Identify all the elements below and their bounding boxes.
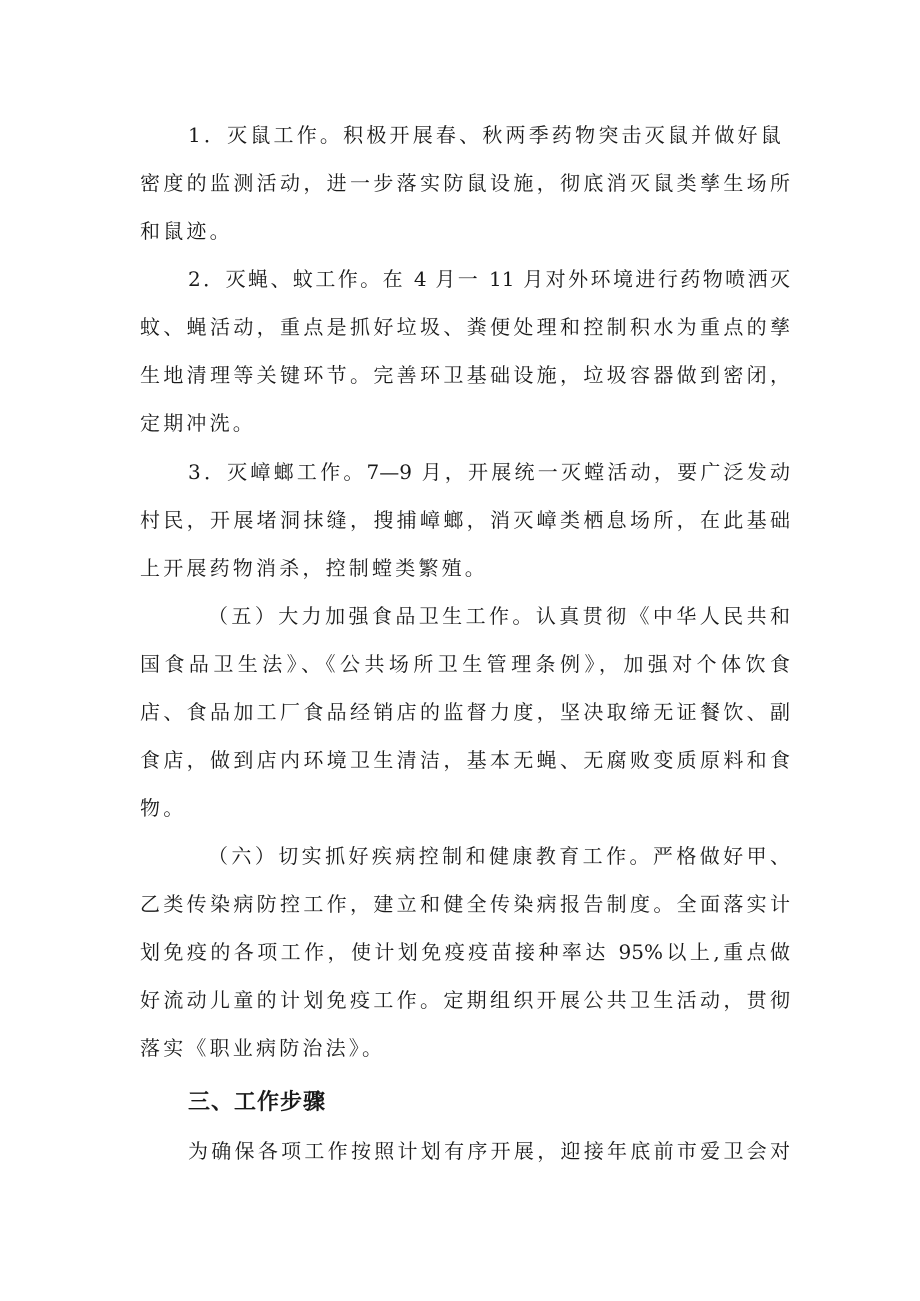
paragraph-4-line-4: 食店，做到店内环境卫生清洁，基本无蝇、无腐败变质原料和食 — [140, 748, 790, 772]
paragraph-2-line-4: 定期冲洗。 — [140, 411, 256, 435]
paragraph-5-line-3: 划免疫的各项工作，使计划免疫疫苗接种率达 95%以上,重点做 — [140, 940, 790, 964]
paragraph-3-line-2: 村民，开展堵洞抹缝，搜捕嶂螂，消灭嶂类栖息场所，在此基础 — [140, 508, 790, 532]
paragraph-1-line-1: 1．灭鼠工作。积极开展春、秋两季药物突击灭鼠并做好鼠 — [188, 123, 784, 147]
paragraph-4-line-5: 物。 — [140, 796, 187, 820]
paragraph-1-line-2: 密度的监测活动，进一步落实防鼠设施，彻底消灭鼠类孳生场所 — [140, 171, 790, 195]
paragraph-3-line-1: 3．灭嶂螂工作。7—9 月，开展统一灭螳活动，要广泛发动 — [188, 460, 790, 484]
paragraph-4-line-3: 店、食品加工厂食品经销店的监督力度，坚决取缔无证餐饮、副 — [140, 700, 790, 724]
section-heading: 三、工作步骤 — [188, 1090, 327, 1115]
paragraph-4-line-2: 国食品卫生法》、《公共场所卫生管理条例》，加强对个体饮食 — [140, 652, 790, 676]
paragraph-5-line-2: 乙类传染病防控工作，建立和健全传染病报告制度。全面落实计 — [140, 892, 790, 916]
paragraph-3-line-3: 上开展药物消杀，控制螳类繁殖。 — [140, 556, 488, 580]
paragraph-2-line-2: 蚊、蝇活动，重点是抓好垃圾、粪便处理和控制积水为重点的孳 — [140, 315, 790, 339]
paragraph-2-line-3: 生地清理等关键环节。完善环卫基础设施，垃圾容器做到密闭， — [140, 363, 790, 387]
paragraph-6-line-1: 为确保各项工作按照计划有序开展，迎接年底前市爱卫会对 — [188, 1139, 790, 1163]
paragraph-5-line-4: 好流动儿童的计划免疫工作。定期组织开展公共卫生活动，贯彻 — [140, 988, 790, 1012]
paragraph-4-line-1: （五）大力加强食品卫生工作。认真贯彻《中华人民共和 — [208, 604, 790, 628]
paragraph-5-line-1: （六）切实抓好疾病控制和健康教育工作。严格做好甲、 — [208, 844, 790, 868]
paragraph-1-line-3: 和鼠迹。 — [140, 219, 233, 243]
paragraph-2-line-1: 2．灭蝇、蚊工作。在 4 月一 11 月对外环境进行药物喷洒灭 — [188, 267, 790, 291]
paragraph-5-line-5: 落实《职业病防治法》。 — [140, 1036, 386, 1060]
